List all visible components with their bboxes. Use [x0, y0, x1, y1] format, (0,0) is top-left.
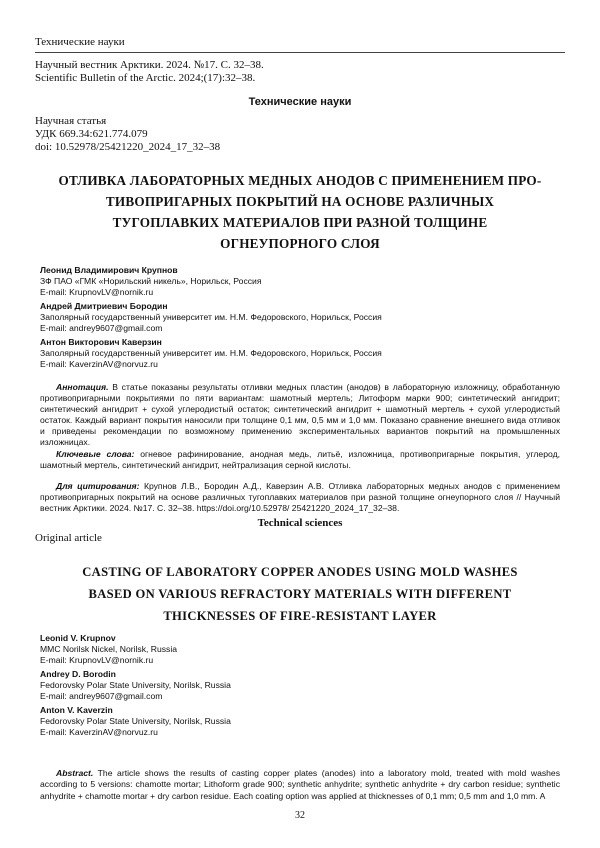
how-to-cite-ru [40, 481, 560, 514]
author-name: Andrey D. Borodin [40, 669, 116, 679]
keywords-ru [40, 449, 560, 471]
keywords-ru-label: Ключевые слова: [56, 449, 135, 459]
citation-header [35, 59, 264, 85]
title-en-line: BASED ON VARIOUS REFRACTORY MATERIALS WITH DIFFERENT [88, 587, 512, 601]
author-entry [40, 301, 560, 334]
article-type: Научная статья [35, 115, 107, 127]
keywords-ru-text: огневое рафинирование, анодная медь, литьё, изложница, противопригарные покрытия, углерод, шамотный мертель, синтетический ангидрит, нейтрализация серной кислоты. [40, 449, 560, 471]
cite-ru-text: Крупнов Л.В., Бородин А.Д., Каверзин А.В. Отливка лабораторных медных анодов с применением противопригарных покрытий на основе различных тугоплавких материалов при разной толщине огнеупорного слоя // Научный вестник Арктики. 2024. №17. С. 32–38. https://doi.org/10.52978/ 25421220_2024_17_32–38. [40, 481, 560, 514]
author-name: Антон Викторович Каверзин [40, 337, 162, 347]
author-affiliation: Fedorovsky Polar State University, Norilsk, Russia [40, 716, 231, 726]
section-heading-en: Technical sciences [257, 517, 343, 529]
authors-en [40, 633, 560, 741]
title-ru-line: ТИВОПРИГАРНЫХ ПОКРЫТИЙ НА ОСНОВЕ РАЗЛИЧНЫХ [105, 194, 495, 209]
abstract-en-text: The article shows the results of casting copper plates (anodes) into a laboratory mold, treated with mold washes according to 5 versions: chamotte mortar; Lithoform grade 900; synthetic anhydrite; synthetic anhydrite + dry carbon residue; synthetic anhydrite + chamotte mortar + dry carbon residue. Each coating option was applied at thicknesses of 0,1 mm; 0,5 mm and 1,0 mm. A [40, 768, 560, 801]
author-entry [40, 265, 560, 298]
abstract-ru [40, 382, 560, 449]
author-email: E-mail: KaverzinAV@norvuz.ru [40, 727, 158, 737]
author-email: E-mail: andrey9607@gmail.com [40, 691, 163, 701]
section-heading-ru: Технические науки [248, 96, 352, 108]
author-name: Leonid V. Krupnov [40, 633, 116, 643]
author-entry [40, 669, 560, 702]
author-email: E-mail: KrupnovLV@nornik.ru [40, 287, 154, 297]
title-en-line: THICKNESSES OF FIRE-RESISTANT LAYER [163, 609, 437, 623]
abstract-ru-text: В статье показаны результаты отливки медных пластин (анодов) в лабораторную изложницу, обработанную противопригарными покрытиями по пяти вариантам: шамотный мертель; Литоформ марки 900; синтетический ангидрит; синтетический ангидрит + сухой углеродистый остаток; синтетический ангидрит + шамотный мертель + сухой углеродистый остаток. Каждый вариант покрытия наносили при толщине 0,1 мм, 0,5 мм и 1,0 мм. Показано сравнение внешнего вида отливок и приведены рекомендации по возможному применению экспериментальных вариантов покрытий на промышленных изложницах. [40, 382, 560, 448]
author-entry [40, 337, 560, 370]
author-entry [40, 705, 560, 738]
title-en-line: CASTING OF LABORATORY COPPER ANODES USING MOLD WASHES [82, 565, 518, 579]
author-affiliation: Заполярный государственный университет им. Н.М. Федоровского, Норильск, Россия [40, 312, 382, 322]
title-ru-line: ОГНЕУПОРНОГО СЛОЯ [220, 236, 380, 251]
article-meta [35, 115, 220, 154]
author-email: E-mail: KaverzinAV@norvuz.ru [40, 359, 158, 369]
header-rule [35, 52, 565, 53]
author-affiliation: ЗФ ПАО «ГМК «Норильский никель», Норильск, Россия [40, 276, 262, 286]
author-affiliation: MMC Norilsk Nickel, Norilsk, Russia [40, 644, 178, 654]
title-ru-line: ТУГОПЛАВКИХ МАТЕРИАЛОВ ПРИ РАЗНОЙ ТОЛЩИНЕ [112, 215, 488, 230]
author-affiliation: Заполярный государственный университет им. Н.М. Федоровского, Норильск, Россия [40, 348, 382, 358]
abstract-ru-label: Аннотация. [56, 382, 109, 392]
cite-ru-label: Для цитирования: [56, 481, 140, 491]
citation-line-en: Scientific Bulletin of the Arctic. 2024;(17):32–38. [35, 72, 256, 84]
page-number: 32 [295, 810, 305, 821]
author-name: Леонид Владимирович Крупнов [40, 265, 178, 275]
udc: УДК 669.34:621.774.079 [35, 128, 148, 140]
author-name: Андрей Дмитриевич Бородин [40, 301, 168, 311]
author-email: E-mail: KrupnovLV@nornik.ru [40, 655, 154, 665]
author-email: E-mail: andrey9607@gmail.com [40, 323, 163, 333]
article-type-en: Original article [35, 532, 102, 544]
abstract-en [40, 768, 560, 802]
author-name: Anton V. Kaverzin [40, 705, 113, 715]
article-title-en [30, 561, 570, 627]
authors-ru [40, 265, 560, 373]
author-affiliation: Fedorovsky Polar State University, Norilsk, Russia [40, 680, 231, 690]
abstract-en-label: Abstract. [56, 768, 94, 778]
doi: doi: 10.52978/25421220_2024_17_32–38 [35, 141, 221, 153]
title-ru-line: ОТЛИВКА ЛАБОРАТОРНЫХ МЕДНЫХ АНОДОВ С ПРИМЕНЕНИЕМ ПРО- [58, 173, 542, 188]
article-title-ru [30, 170, 570, 254]
citation-line-ru: Научный вестник Арктики. 2024. №17. С. 32–38. [35, 59, 264, 71]
author-entry [40, 633, 560, 666]
running-head: Технические науки [35, 36, 125, 48]
